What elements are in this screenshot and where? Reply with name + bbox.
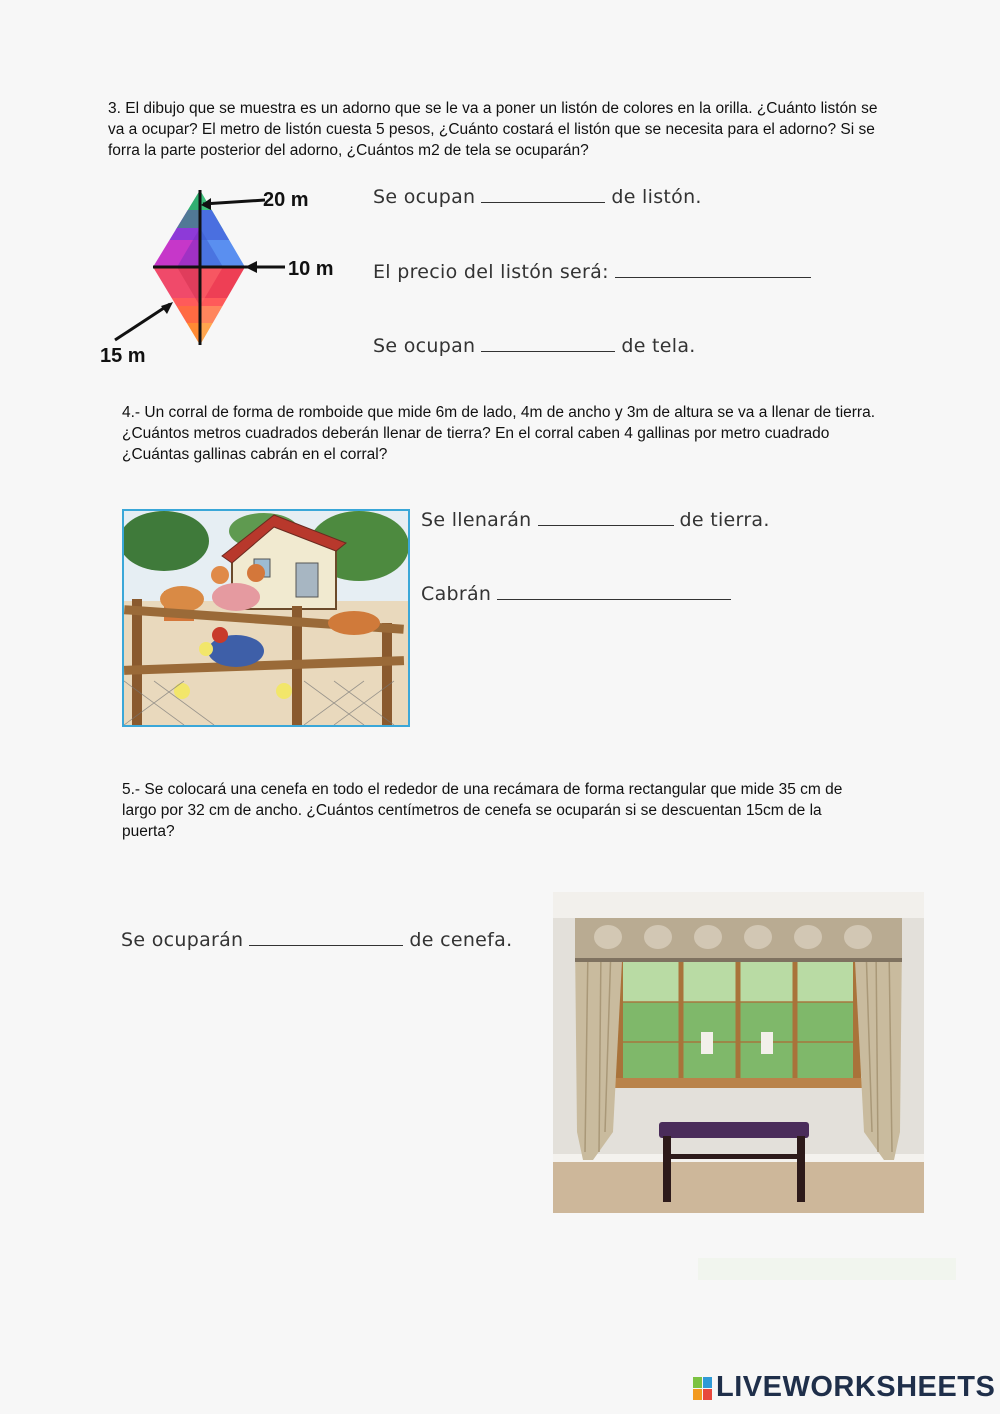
faded-watermark [698,1258,956,1280]
label-15m: 15 m [100,345,146,367]
question-4-text: 4.- Un corral de forma de romboide que mide 6m de lado, 4m de ancho y 3m de altura se va a llenar de tierra. ¿Cuántos metros cuadrados deberán llenar de tierra? En el corral caben 4 gallinas por metro cuadrado ¿Cuántas gallinas cabrán en el corral? [122,404,876,463]
q3-answer-2-prefix: El precio del listón será: [373,261,609,283]
q4-answer-1-blank[interactable] [538,524,674,526]
q4-answer-2-prefix: Cabrán [421,583,492,605]
label-10m: 10 m [288,258,334,280]
badge-cell-green [693,1377,702,1388]
q4-answer-2 [421,583,737,605]
chicken-coop-image [122,509,410,727]
liveworksheets-logo-text[interactable]: LIVEWORKSHEETS [716,1371,996,1403]
q3-answer-1 [373,186,702,208]
q4-answer-1-suffix: de tierra. [679,509,770,531]
q3-answer-3-prefix: Se ocupan [373,335,476,357]
q4-answer-1-prefix: Se llenarán [421,509,532,531]
rhombus-ornament-figure [95,180,355,370]
q3-answer-3-blank[interactable] [481,350,615,352]
liveworksheets-badge-icon [693,1377,713,1401]
question-3-text: 3. El dibujo que se muestra es un adorno que se le va a poner un listón de colores en la orilla. ¿Cuánto listón se va a ocupar? El metro de listón cuesta 5 pesos, ¿Cuánto costará el listón que se necesita para el adorno? Si se forra la parte posterior del adorno, ¿Cuántos m2 de tela se ocuparán? [108,100,878,159]
badge-cell-blue [703,1377,712,1388]
question-5-text: 5.- Se colocará una cenefa en todo el rededor de una recámara de forma rectangular que mide 35 cm de largo por 32 cm de ancho. ¿Cuántos centímetros de cenefa se ocuparán si se descuentan 15cm de la puerta? [122,781,843,840]
q5-answer-1-suffix: de cenefa. [409,929,513,951]
label-20m: 20 m [263,189,309,211]
q3-answer-1-suffix: de listón. [611,186,702,208]
q3-answer-3-suffix: de tela. [621,335,696,357]
q3-answer-1-blank[interactable] [481,201,605,203]
q3-answer-3 [373,335,696,357]
q3-answer-2 [373,261,817,283]
q4-answer-1 [421,509,770,531]
q5-answer-1-prefix: Se ocuparán [121,929,244,951]
q4-answer-2-blank[interactable] [497,598,731,600]
q5-answer-1-blank[interactable] [249,944,403,946]
badge-cell-red [703,1389,712,1400]
q5-answer-1 [121,929,512,951]
badge-cell-orange [693,1389,702,1400]
q3-answer-1-prefix: Se ocupan [373,186,476,208]
window-valance-image [553,892,924,1213]
q3-answer-2-blank[interactable] [615,276,811,278]
